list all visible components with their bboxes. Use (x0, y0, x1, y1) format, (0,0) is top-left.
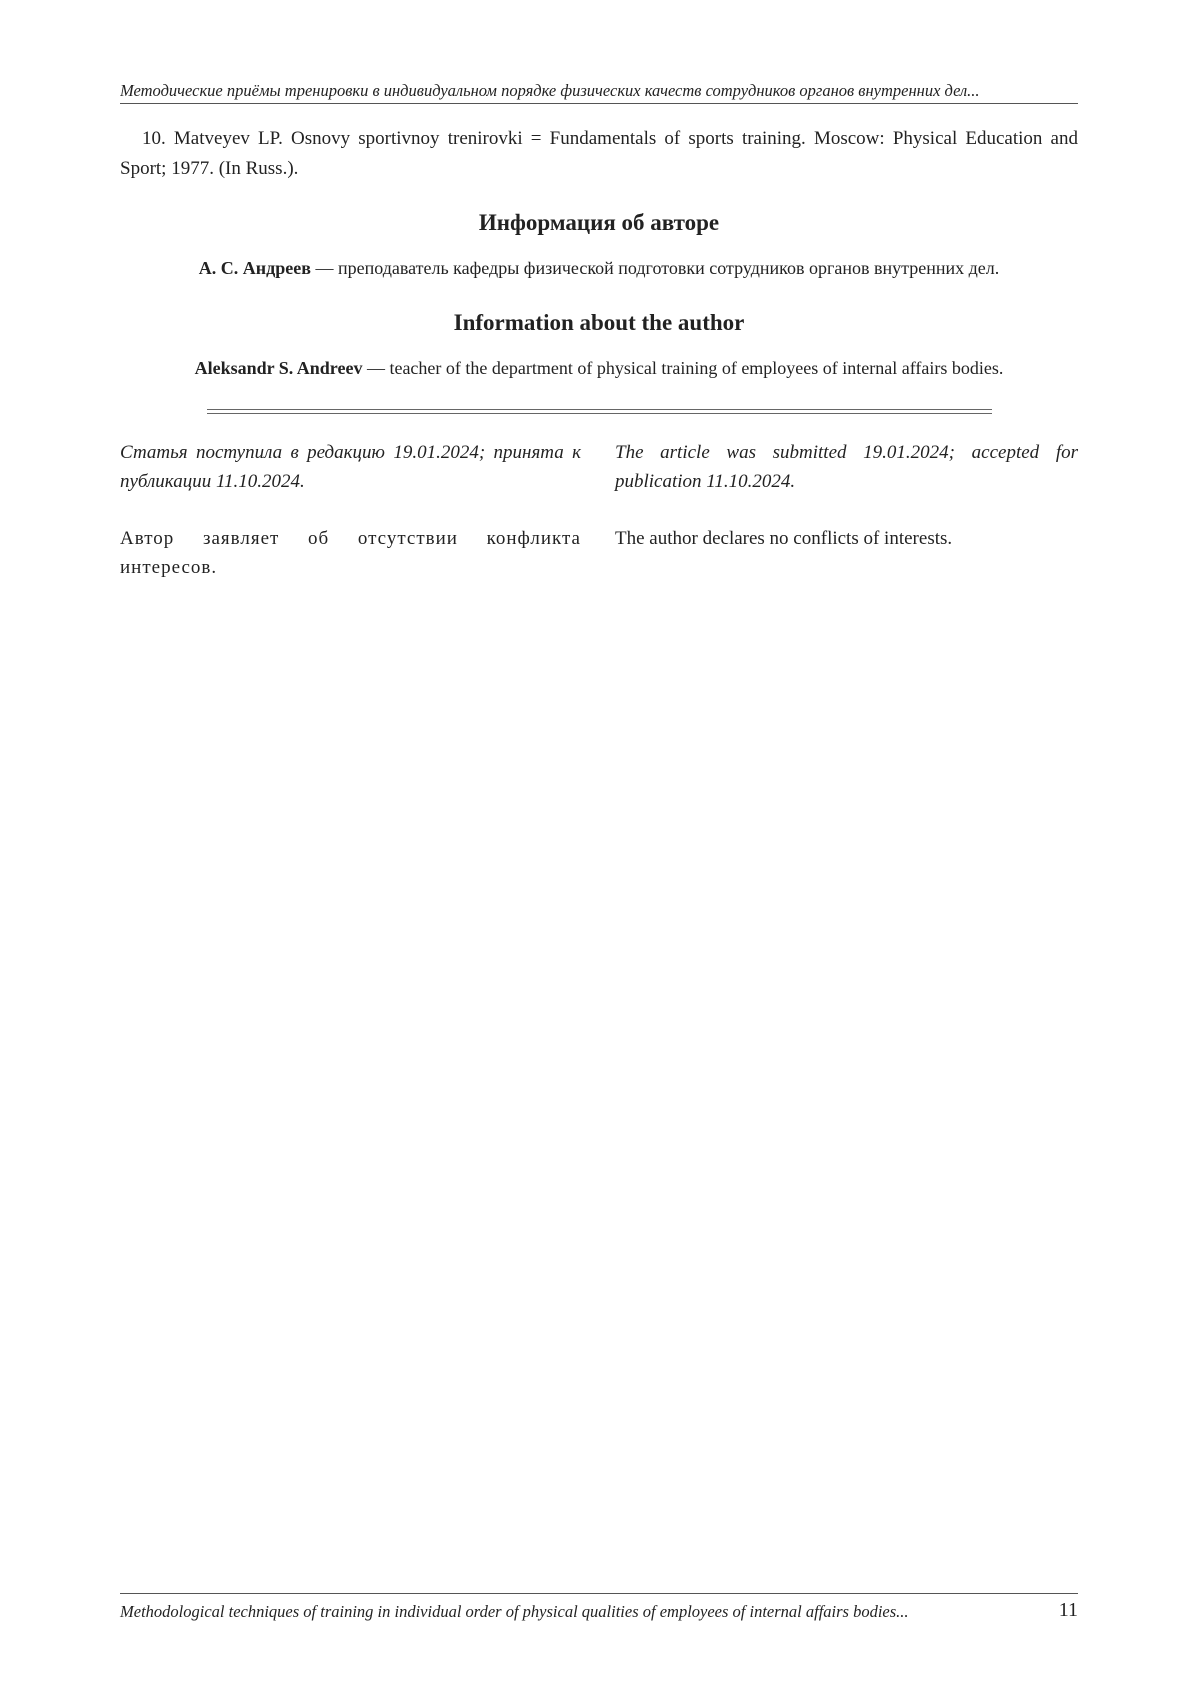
document-page (120, 0, 1078, 1697)
conflict-statement-en: The author declares no conflicts of interests. (615, 528, 953, 549)
section-divider (207, 409, 992, 414)
page-number: 11 (1058, 1599, 1078, 1621)
reference-item (120, 124, 1078, 184)
header-rule (120, 103, 1078, 104)
author-info-en (120, 355, 1078, 381)
author-name-ru: А. С. Андреев (198, 258, 311, 278)
reference-text: Matveyev LP. Osnovy sportivnoy trenirovki = Fundamentals of sports training. Moscow: Physical Education and Sport; 1977. (In Russ.). (120, 128, 1078, 179)
reference-number: 10. (142, 128, 166, 149)
article-dates-ru: Статья поступила в редакцию 19.01.2024; принята к публикации 11.10.2024. (120, 442, 581, 492)
running-footer: Methodological techniques of training in individual order of physical qualities of employees of internal affairs bodies... (120, 1602, 909, 1621)
author-description-en: — teacher of the department of physical training of employees of internal affairs bodies. (362, 358, 1004, 378)
author-info-heading-en: Information about the author (453, 310, 745, 335)
running-header: Методические приёмы тренировки в индивидуальном порядке физических качеств сотрудников органов внутренних дел... (120, 81, 980, 100)
footer-rule (120, 1593, 1078, 1594)
author-info-heading-ru: Информация об авторе (478, 210, 720, 235)
article-dates-en: The article was submitted 19.01.2024; accepted for publication 11.10.2024. (615, 442, 1078, 492)
author-name-en: Aleksandr S. Andreev (194, 358, 363, 378)
author-description-ru: — преподаватель кафедры физической подготовки сотрудников органов внутренних дел. (310, 258, 1000, 278)
conflict-statement-ru: Автор заявляет об отсутствии конфликта интересов. (120, 528, 581, 578)
author-info-ru (120, 255, 1078, 281)
